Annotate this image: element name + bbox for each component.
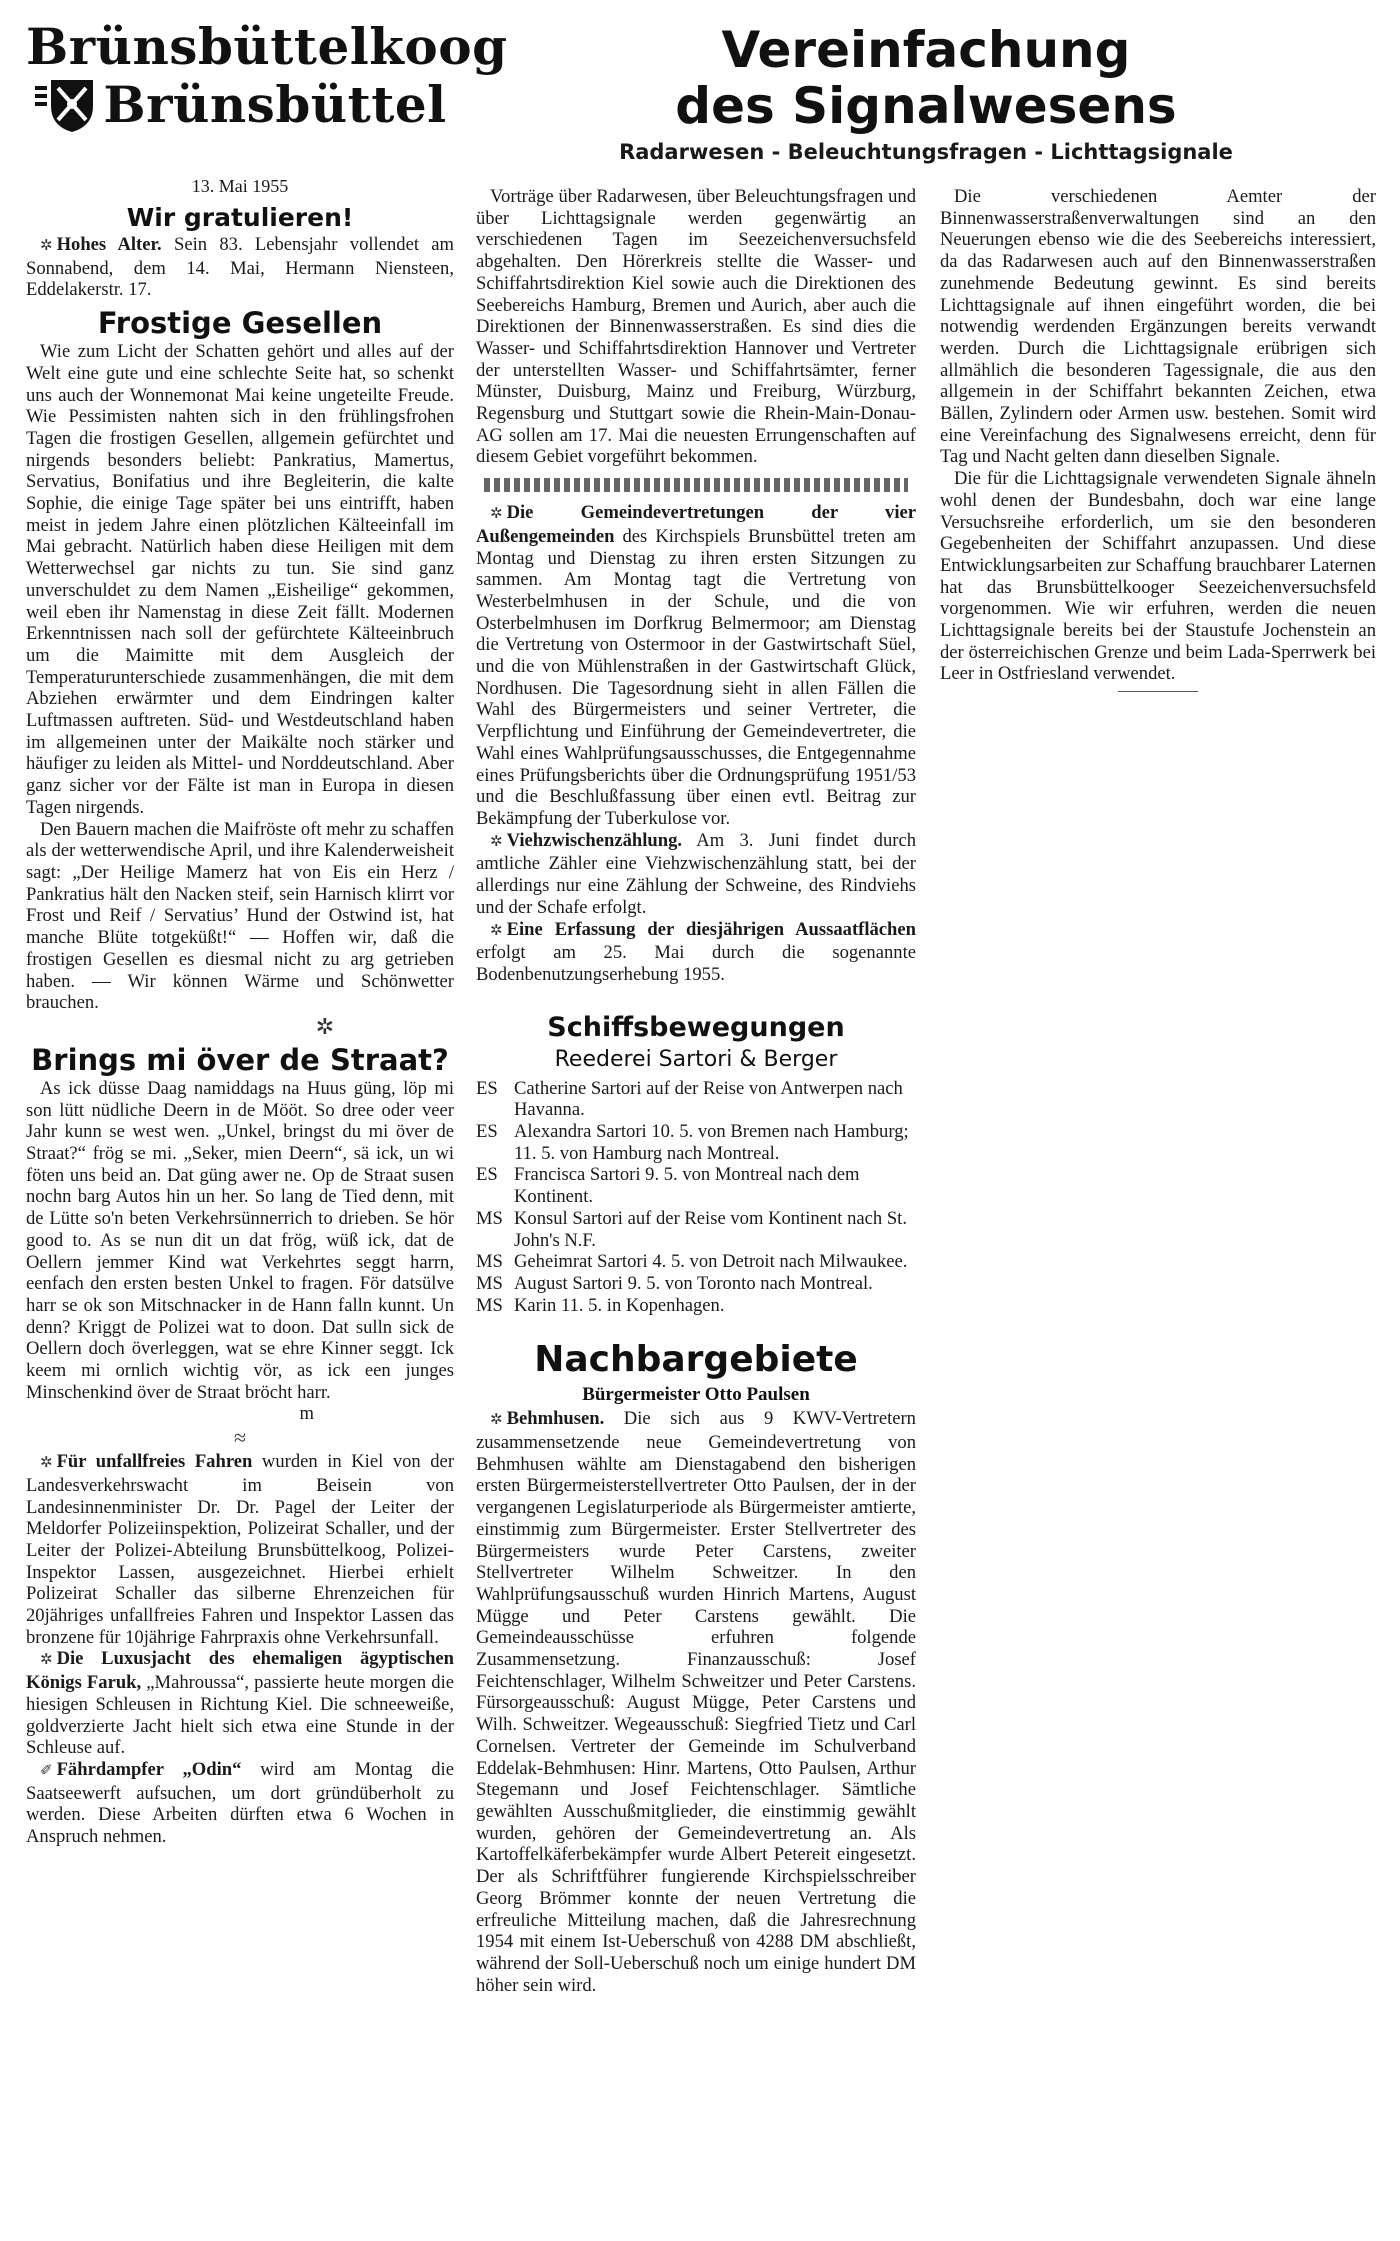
ship-type: ES <box>476 1121 498 1143</box>
schiff-subheading: Reederei Sartori & Berger <box>554 1046 838 1072</box>
gratulieren-article <box>26 234 454 301</box>
nachbar-lead: Behmhusen. <box>506 1408 605 1430</box>
nachbar-article <box>476 1408 916 1996</box>
ship-row <box>476 1208 916 1251</box>
fahren-article <box>26 1451 454 1648</box>
star-icon: ✲ <box>490 506 503 523</box>
ship-row <box>476 1273 916 1295</box>
gemeinde-text: des Kirchspiels Brunsbüttel treten am Montag und Dienstag zu ihren ersten Sitzungen zu sammen. Am Montag tagt die Vertretung von Westerbelmhusen in der Schule, und die von Osterbelmhusen im Dorfkrug Belmermoor; am Dienstag die Vertretung von Ostermoor in der Gastwirtschaft Süel, und die von Mühlenstraßen in der Gastwirtschaft Glück, Nordhusen. Die Tagesordnung sieht in allen Fällen die Wahl des Bürgermeisters und seiner Vertreter, die Verpflichtung und Einführung der Gemeindevertreter, die Wahl eines Wahlprüfungsausschusses, die Entgegennahme eines Prüfungsberichts über die Ordnungsprüfung 1951/53 und die Beschlußfassung über einen evtl. Beitrag zur Bekämpfung der Tuberkulose vor. <box>476 525 916 829</box>
straat-heading: Brings mi över de Straat? <box>31 1042 449 1077</box>
odin-lead: Fährdampfer „Odin“ <box>56 1759 242 1780</box>
wave-divider <box>484 478 908 492</box>
vieh-article <box>476 830 916 919</box>
frostig-paragraph-1: Wie zum Licht der Schatten gehört und alles auf der Welt eine gute und eine schlechte Seite hat, so schenkt uns auch der Wonnemonat Mai keine ungeteilte Freude. Wie Pessimisten nahten sich in den frühlingsfrohen Tagen die frostigen Gesellen, allgemein gefürchtet und nirgends besonders beliebt: Pankratius, Mamertus, Servatius, Bonifatius und ihre Begleiterin, die kalte Sophie, die einige Tage später bei uns eintrifft, haben meist in jedem Jahre einen plötzlichen Kälteeinfall im Mai gebracht. Natürlich haben diese Heiligen mit dem Wetterwechsel gar nichts zu tun. Sie sind ganz unverschuldet zu dem Namen „Eisheilige“ gekommen, weil eben ihr Namenstag in diese Zeit fällt. Modernen Erkenntnissen nach soll der gefürchtete Kälteeinbruch um die Maimitte mit dem Ausgleich der Temperaturunterschiede zusammenhängen, die mit dem Abziehen erwärmter und dem Eindringen kalter Luftmassen auftreten. Süd- und Westdeutschland haben im allgemeinen unter der Maikälte noch stärker und häufiger zu leiden als Mittel- und Norddeutschland. Aber ganz sicher vor der Fälte ist man in Europa in diesen Tagen nirgends. <box>26 341 454 818</box>
frostig-heading: Frostige Gesellen <box>97 306 383 341</box>
end-rule <box>1118 691 1198 692</box>
fahren-text: wurden in Kiel von der Landesverkehrswacht im Beisein von Landesinnenminister Dr. Dr. Pagel der Leiter der Meldorfer Polizeiinspektion, Polizeirat Schaller, und der Leiter der Polizei-Abteilung Brunsbüttelkoog, Polizei-Inspektor Lassen, ausgezeichnet. Hierbei erhielt Polizeirat Schaller das silberne Ehrenzeichen für 20jähriges unfallfreies Fahren und Inspektor Lassen das bronzene für 10jährige Fahrpraxis ohne Verkehrsunfall. <box>26 1451 455 1648</box>
ship-row <box>476 1078 916 1121</box>
nachbar-heading: Nachbargebiete <box>534 1339 858 1381</box>
headline-line2: des Signalwesens <box>675 77 1177 135</box>
masthead-line2-row <box>26 76 454 134</box>
jacht-lead: Die Luxusjacht des ehemaligen ägyptischen Königs Faruk, <box>26 1648 454 1694</box>
ship-text: August Sartori 9. 5. von Toronto nach Montreal. <box>514 1272 873 1294</box>
ship-type: MS <box>476 1294 503 1316</box>
vieh-text: Am 3. Juni findet durch amtliche Zähler eine Viehzwischenzählung statt, bei der allerdings nur eine Zählung der Schweine, des Rindviehs und der Schafe erfolgt. <box>476 829 916 918</box>
headline-subtitle: Radarwesen - Beleuchtungsfragen - Lichttagsignale <box>619 140 1233 164</box>
schiff-heading: Schiffsbewegungen <box>547 1011 845 1043</box>
gratulieren-heading: Wir gratulieren! <box>126 203 354 232</box>
signal-paragraph-2: Die verschiedenen Aemter der Binnenwasserstraßenverwaltungen sind an den Neuerungen ebenso wie die des Seebereichs interessiert, da das Radarwesen auch auf den Binnenwasserstraßen zunehmende Bedeutung gewinnt. Es sind bereits Lichttagsignale auf ihnen eingeführt worden, die bei notwendig werdenden Ergänzungen bereits verwandt werden. Durch die Lichttagsignale erübrigen sich allmählich die besonderen Tagessignale, die aus den allgemein in der Schiffahrt bekannten Zeichen, etwa Bällen, Zylindern oder Armen usw. bestehen. Somit wird eine Vereinfachung des Signalwesens erreicht, denn für Tag und Nacht gelten dann dieselben Signale. <box>940 186 1376 468</box>
column-middle <box>476 186 916 1996</box>
straat-article: As ick düsse Daag namiddags na Huus güng, löp mi son lütt nüdliche Deern in de Mööt. So dree oder veer Jahr kunn se west wen. „Unkel, bringst du mi över de Straat?“ frög se mi. „Seker, mien Deern“, sä ick, un wi föten uns beid an. Dat güng awer ne. Op de Straat susen nochn barg Autos hin un her. So lang de Tied denn, mit de Lütte so'n beten Verkehrsünnerrich to drieben. Se hör good to. As se nun dit un dat frög, wüß ick, dat de Oellern jemmer Kind wat Verkehrtes seggt harrn, eenfach den ersten besten Unkel to fragen. För datsülve harr se ok son Mitschnacker in de Hann falln kunnt. Un denn? Kriggt de Polizei wat to doon. Dat sulln sick de Oellern doch överleggen, wat se ehre Kinner seggt. Ick keem mi ornlich wichtig vör, as ick een junges Minschenkind över de Straat bröcht harr. <box>26 1077 454 1403</box>
star-icon: ✲ <box>40 238 53 254</box>
frostig-paragraph-2: Den Bauern machen die Maifröste oft mehr zu schaffen als der wetterwendische April, und ihre Kalenderweisheit sagt: „Der Heilige Mamerz hat von Eis ein Herz / Pankratius hält den Nacken steif, sein Harnisch klirrt vor Frost und Reif / Servatius’ Hund der Ostwind ist, hat manche Blüte totgeküßt!“ — Hoffen wir, daß die frostigen Gesellen es diesmal nicht zu arg getrieben haben. — Wir können Wärme und Schönwetter brauchen. <box>26 818 454 1014</box>
ship-type: ES <box>476 1164 498 1186</box>
signal-paragraph-1: Vorträge über Radarwesen, über Beleuchtungsfragen und über Lichttagsignale werden gegenwärtig an verschiedenen Tagen im Seezeichenversuchsfeld abgehalten. Den Hörerkreis stellte die Wasser- und Schiffahrtsdirektion Kiel sowie auch die Direktionen des Seebereichs Hamburg, Bremen und Aurich, aber auch die Direktionen der Binnenwasserstraßen. Es sind dies die Wasser- und Schiffahrtsdirektion Hannover und Vertreter der unterstellten Wasser- und Schiffahrtsämter, ferner Münster, Duisburg, Mainz und Freiburg, Würzburg, Regensburg und Stuttgart sowie die Rhein-Main-Donau-AG sollen am 17. Mai die neuesten Errungenschaften auf diesem Gebiet vorgeführt bekommen. <box>476 186 916 468</box>
wave-ornament-icon: ≈ <box>233 1425 247 1451</box>
nachbar-text: Die sich aus 9 KWV-Vertretern zusammensetzende neue Gemeindevertretung von Behmhusen wählte am Dienstagabend den bisherigen ersten Bürgermeisterstellvertreter Otto Paulsen, der in der vergangenen Legislaturperiode als Bürgermeister amtierte, einstimmig zum Bürgermeister. Erster Stellvertreter des Bürgermeisters wurde Peter Carstens, zweiter Stellvertreter Wilhelm Schweitzer. In den Wahlprüfungsausschuß wurden Hinrich Martens, August Mügge und Peter Carstens gewählt. Die Gemeindeausschüsse erfuhren folgende Zusammensetzung. Finanzausschuß: Josef Feichtenschlager, Wilhelm Schweitzer und Peter Carstens. Fürsorgeausschuß: August Mügge, Peter Carstens und Wilh. Schweitzer. Wegeausschuß: Siegfried Tietz und Carl Cornelsen. Vertreter der Gemeinde im Schulverband Eddelak-Behmhusen: Hinr. Martens, Otto Paulsen, Arthur Stegemann und Josef Feichtenschlager. Sämtliche gewählten Ausschußmitglieder, die einstimmig gewählt wurden, gehören der Gemeindevertretung an. Als Kartoffelkäferbekämpfer wurde Albert Petereit eingesetzt. Der als Schriftführer fungierende Kirchspielsschreiber Georg Brömmer konnte der neuen Vertretung die erfreuliche Mitteilung machen, daß die Jahresrechnung 1954 mit einem Ist-Ueberschuß von 4288 DM abschließt, während der Soll-Ueberschuß noch um einige hundert DM höher sein wird. <box>476 1408 916 1996</box>
signature-icon: ✐ <box>40 1763 53 1779</box>
star-icon: ✲ <box>490 833 503 850</box>
ship-text: Geheimrat Sartori 4. 5. von Detroit nach Milwaukee. <box>514 1251 908 1273</box>
gemeinde-article <box>476 502 916 830</box>
main-headline <box>476 22 1376 164</box>
jacht-text: „Mahroussa“, passierte heute morgen die hiesigen Schleusen in Richtung Kiel. Die schneeweiße, goldverzierte Jacht hielt sich etwa eine Stunde in der Schleuse auf. <box>26 1672 454 1759</box>
ship-type: MS <box>476 1272 503 1294</box>
column-right <box>940 186 1376 698</box>
fahren-lead: Für unfallfreies Fahren <box>56 1451 253 1473</box>
aussaat-lead: Eine Erfassung der diesjährigen Aussaatflächen <box>506 918 916 940</box>
jacht-article <box>26 1648 454 1759</box>
odin-text: wird am Montag die Saatseewerft aufsuchen, um dort gründüberholt zu werden. Diese Arbeiten dürften etwa 6 Wochen in Anspruch nehmen. <box>26 1759 454 1848</box>
star-icon: ✲ <box>490 922 503 939</box>
masthead-line1: Brünsbüttelkoog <box>26 17 508 76</box>
ship-text: Alexandra Sartori 10. 5. von Bremen nach Hamburg; 11. 5. von Hamburg nach Montreal. <box>514 1121 909 1164</box>
gratulieren-text: Sein 83. Lebensjahr vollendet am Sonnabend, dem 14. Mai, Hermann Niensteen, Eddelakerstr. 17. <box>26 234 455 301</box>
ship-type: MS <box>476 1251 503 1273</box>
issue-date: 13. Mai 1955 <box>191 176 289 196</box>
star-icon: ✲ <box>490 1412 503 1429</box>
ship-row <box>476 1164 916 1207</box>
star-icon: ✲ <box>40 1652 53 1669</box>
star-ornament-icon: ✲ <box>315 1013 334 1039</box>
nachbar-subheading: Bürgermeister Otto Paulsen <box>582 1384 810 1406</box>
aussaat-text: erfolgt am 25. Mai durch die sogenannte Bodenbenutzungserhebung 1955. <box>476 942 916 985</box>
ship-text: Konsul Sartori auf der Reise vom Kontinent nach St. John's N.F. <box>514 1207 907 1251</box>
coat-of-arms-icon <box>33 76 97 134</box>
ship-type: MS <box>476 1207 503 1229</box>
aussaat-article <box>476 919 916 986</box>
vieh-lead: Viehzwischenzählung. <box>506 829 683 851</box>
ship-text: Karin 11. 5. in Kopenhagen. <box>514 1294 725 1316</box>
star-icon: ✲ <box>40 1455 53 1472</box>
column-left <box>26 0 508 1848</box>
ship-type: ES <box>476 1077 498 1099</box>
headline-line1: Vereinfachung <box>721 21 1131 79</box>
gratulieren-lead: Hohes Alter. <box>56 234 162 255</box>
ship-text: Francisca Sartori 9. 5. von Montreal nach dem Kontinent. <box>514 1164 860 1208</box>
masthead <box>26 17 508 134</box>
ship-text: Catherine Sartori auf der Reise von Antwerpen nach Havanna. <box>514 1077 903 1121</box>
straat-signature: m <box>299 1403 314 1425</box>
signal-paragraph-3: Die für die Lichttagsignale verwendeten Signale ähneln wohl denen der Bundesbahn, doch war eine lange Versuchsreihe erforderlich, um sie den besonderen Gegebenheiten der Schiffahrt anzupassen. Und diese Entwicklungsarbeiten zur Schaffung brauchbarer Laternen hat das Brunsbüttelkooger Seezeichenversuchsfeld vorgenommen. Wie wir erfuhren, werden die neuen Lichttagsignale bereits bei der Staustufe Jochenstein an der österreichischen Grenze und beim Lada-Sperrwerk bei Leer in Ostfriesland verwendet. <box>940 468 1376 685</box>
ship-row <box>476 1121 916 1164</box>
ship-row <box>476 1251 916 1273</box>
ship-row <box>476 1295 916 1317</box>
gemeinde-lead: Die Gemeindevertretungen der vier Außengemeinden <box>476 502 916 547</box>
masthead-line2: Brünsbüttel <box>103 75 447 134</box>
odin-article <box>26 1759 454 1848</box>
